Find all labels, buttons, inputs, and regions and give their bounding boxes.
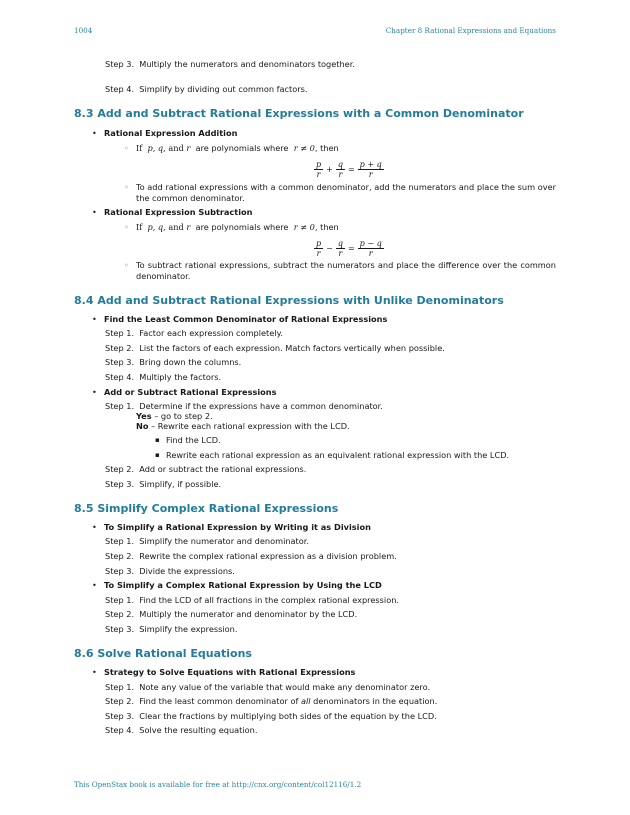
step-item: Step 3. Divide the expressions. (105, 566, 235, 576)
section-heading: 8.5 Simplify Complex Rational Expressions (74, 502, 339, 515)
bullet-title: • To Simplify a Rational Expression by Writing it as Division (104, 522, 371, 532)
subtraction-formula: $\frac{p}{r}$ − $\frac{q}{r}$ = $\frac{p - q}{r}$ (316, 239, 382, 258)
step-item: Step 3. Simplify, if possible. (105, 479, 222, 489)
chapter-title: Chapter 8 Rational Expressions and Equations (385, 26, 556, 35)
bullet-title: • Strategy to Solve Equations with Rational Expressions (104, 667, 355, 677)
step-item: Step 2. List the factors of each expression. Match factors vertically when possible. (105, 343, 445, 353)
step-item: Step 2. Multiply the numerator and denominator by the LCD. (105, 609, 358, 619)
section-heading: 8.6 Solve Rational Equations (74, 647, 252, 660)
yes-line: Yes – go to step 2. (136, 411, 213, 421)
step-item: Step 4. Simplify by dividing out common factors. (105, 84, 308, 94)
no-line: No – Rewrite each rational expression with the LCD. (136, 421, 350, 431)
step-item: Step 4. Multiply the factors. (105, 372, 222, 382)
step-item: Step 3. Simplify the expression. (105, 624, 238, 634)
step-item: Step 1. Note any value of the variable that would make any denominator zero. (105, 682, 431, 692)
addition-formula: $\frac{p}{r}$ + $\frac{q}{r}$ = $\frac{p + q}{r}$ (316, 160, 382, 179)
step-item: Step 4. Solve the resulting equation. (105, 725, 258, 735)
bullet-title: • Rational Expression Subtraction (104, 207, 252, 217)
step-item: Step 1. Determine if the expressions have a common denominator. (105, 401, 383, 411)
step-item: Step 3. Multiply the numerators and denominators together. (105, 59, 355, 69)
page-number: 1004 (74, 26, 93, 35)
step-item: Step 2. Find the least common denominator of all denominators in the equation. (105, 696, 438, 706)
bullet-title: • Find the Least Common Denominator of Rational Expressions (104, 314, 387, 324)
section-heading: 8.3 Add and Subtract Rational Expressions with a Common Denominator (74, 107, 524, 120)
section-heading: 8.4 Add and Subtract Rational Expressions with Unlike Denominators (74, 294, 504, 307)
step-item: Step 2. Add or subtract the rational expressions. (105, 464, 307, 474)
step-item: Step 2. Rewrite the complex rational expression as a division problem. (105, 551, 397, 561)
condition-line: ◦ If p, q, and r are polynomials where r ≠ 0, then (136, 222, 556, 233)
bullet-title: • Rational Expression Addition (104, 128, 237, 138)
step-item: Step 1. Factor each expression completely. (105, 328, 283, 338)
step-item: Step 3. Bring down the columns. (105, 357, 242, 367)
step-item: Step 1. Simplify the numerator and denominator. (105, 536, 309, 546)
step-item: Step 1. Find the LCD of all fractions in the complex rational expression. (105, 595, 399, 605)
list-item: ▪ Rewrite each rational expression as an equivalent rational expression with the LCD. (166, 450, 509, 460)
subtraction-note: ◦ To subtract rational expressions, subtract the numerators and place the difference over the common denominator. (136, 260, 556, 282)
step-item: Step 3. Clear the fractions by multiplying both sides of the equation by the LCD. (105, 711, 437, 721)
condition-line: ◦ If p, q, and r are polynomials where r ≠ 0, then (136, 143, 556, 154)
addition-note: ◦ To add rational expressions with a common denominator, add the numerators and place the sum over the common denominator. (136, 182, 556, 204)
bullet-title: • To Simplify a Complex Rational Expression by Using the LCD (104, 580, 382, 590)
footer-text: This OpenStax book is available for free at http://cnx.org/content/col12116/1.2 (74, 780, 362, 789)
list-item: ▪ Find the LCD. (166, 435, 221, 445)
bullet-title: • Add or Subtract Rational Expressions (104, 387, 277, 397)
